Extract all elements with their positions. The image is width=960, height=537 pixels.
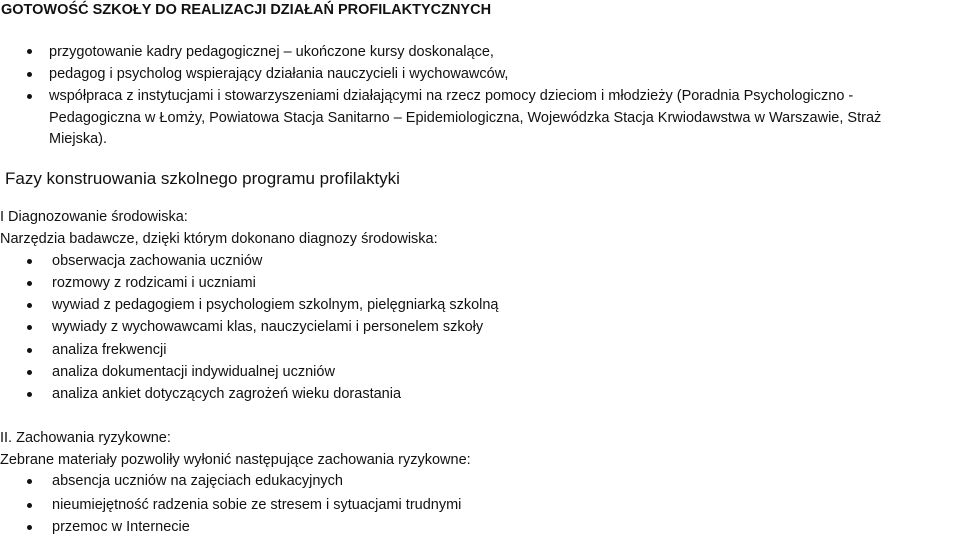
bullet-icon (27, 348, 32, 353)
bullet-icon (27, 259, 32, 264)
bullet-icon (27, 281, 32, 286)
page-title: GOTOWOŚĆ SZKOŁY DO REALIZACJI DZIAŁAŃ PROFILAKTYCZNYCH (1, 2, 492, 18)
bullet-icon (27, 325, 32, 330)
list-item: analiza dokumentacji indywidualnej uczniów (52, 364, 335, 380)
readiness-item-line: Miejska). (49, 131, 108, 147)
list-item: analiza frekwencji (52, 342, 167, 358)
list-item: wywiady z wychowawcami klas, nauczycielami i personelem szkoły (52, 319, 484, 335)
list-item: analiza ankiet dotyczących zagrożeń wieku dorastania (52, 386, 402, 402)
bullet-icon (27, 49, 32, 54)
bullet-icon (27, 303, 32, 308)
bullet-icon (27, 479, 32, 484)
readiness-item-line: Pedagogiczna w Łomży, Powiatowa Stacja Sanitarno – Epidemiologiczna, Wojewódzka Stacja Krwiodawstwa w Warszawie, Straż (49, 110, 882, 126)
list-item: nieumiejętność radzenia sobie ze stresem i sytuacjami trudnymi (52, 497, 462, 513)
phases-title: Fazy konstruowania szkolnego programu profilaktyki (5, 169, 400, 188)
bullet-icon (27, 72, 32, 77)
section-2-title: II. Zachowania ryzykowne: (0, 430, 171, 446)
section-1-intro: Narzędzia badawcze, dzięki którym dokonano diagnozy środowiska: (0, 231, 438, 247)
bullet-icon (27, 503, 32, 508)
readiness-item: pedagog i psycholog wspierający działania nauczycieli i wychowawców, (49, 66, 509, 82)
list-item: przemoc w Internecie (52, 519, 190, 535)
section-2-intro: Zebrane materiały pozwoliły wyłonić następujące zachowania ryzykowne: (0, 452, 471, 468)
list-item: absencja uczniów na zajęciach edukacyjnych (52, 473, 343, 489)
list-item: wywiad z pedagogiem i psychologiem szkolnym, pielęgniarką szkolną (52, 297, 499, 313)
bullet-icon (27, 94, 32, 99)
readiness-item: przygotowanie kadry pedagogicznej – ukończone kursy doskonalące, (49, 44, 494, 60)
bullet-icon (27, 370, 32, 375)
bullet-icon (27, 392, 32, 397)
section-1-title: I Diagnozowanie środowiska: (0, 209, 188, 225)
list-item: obserwacja zachowania uczniów (52, 253, 263, 269)
bullet-icon (27, 525, 32, 530)
list-item: rozmowy z rodzicami i uczniami (52, 275, 256, 291)
readiness-item-line: współpraca z instytucjami i stowarzyszeniami działającymi na rzecz pomocy dzieciom i młodzieży (Poradnia Psychologiczno - (49, 88, 854, 104)
